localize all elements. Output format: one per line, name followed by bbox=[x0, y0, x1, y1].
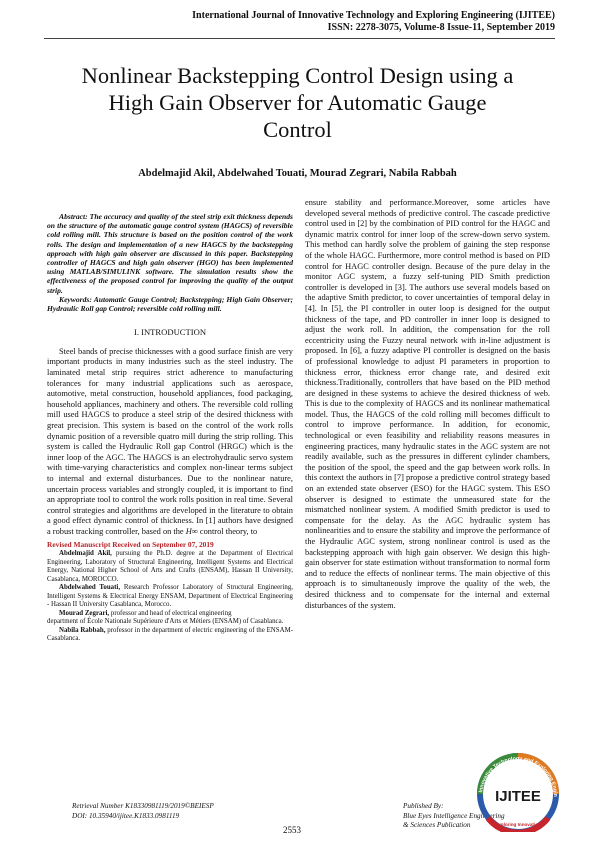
right-column bbox=[305, 198, 550, 611]
affiliation-1 bbox=[47, 550, 293, 584]
journal-name: International Journal of Innovative Technology and Exploring Engineering (IJITEE) bbox=[192, 10, 555, 21]
published-by: Published By: bbox=[403, 802, 444, 810]
affiliation-2 bbox=[47, 584, 293, 610]
logo-wordmark: IJITEE bbox=[495, 788, 541, 805]
affiliation-4 bbox=[47, 627, 293, 644]
abstract bbox=[47, 212, 293, 295]
left-column bbox=[47, 212, 293, 644]
logo-tagline: Exploring Innovation bbox=[495, 822, 541, 827]
affiliation-1-text: pursuing the Ph.D. degree at the Department of Electrical Engineering, Laboratory of Structural Engineering, Intelligent Systems and Electrical Energy, National Higher School of Arts and Crafts (ENSAM), Hassan II University, Casablanca, MOROCCO. bbox=[47, 550, 293, 583]
author-4-name: Nabila Rabbah, bbox=[59, 626, 106, 634]
affiliation-4-text: professor in the department of electric engineering of the ENSAM-Casablanca. bbox=[47, 626, 293, 643]
section-heading-introduction: I. INTRODUCTION bbox=[133, 327, 207, 338]
author-3-name: Mourad Zegrari, bbox=[59, 609, 110, 617]
page-number: 2553 bbox=[283, 825, 301, 835]
publisher-line-2: & Sciences Publication bbox=[403, 821, 471, 829]
intro-text-end: control theory, to bbox=[199, 526, 258, 536]
paper-title bbox=[40, 62, 555, 143]
revised-manuscript-note: Revised Manuscript Received on September 07, 2019 bbox=[47, 539, 214, 549]
doi: DOI: 10.35940/ijitee.K1833.0981119 bbox=[72, 811, 180, 820]
author-list: Abdelmajid Akil, Abdelwahed Touati, Mourad Zegrari, Nabila Rabbah bbox=[138, 168, 457, 179]
affiliation-3-text: professor and head of electrical engineering bbox=[110, 609, 232, 617]
title-line-3: Control bbox=[263, 117, 332, 142]
author-2-name: Abdelwahed Touati, bbox=[59, 584, 121, 592]
keywords-text: : Automatic Gauge Control; Backstepping; High Gain Observer; Hydraulic Roll gap Control; reversible cold rolling mill. bbox=[47, 294, 293, 314]
abstract-label: Abstract bbox=[59, 212, 86, 221]
logo-ring-text: Innovative Technology and Exploring Engin bbox=[478, 755, 559, 797]
publisher-line-1: Blue Eyes Intelligence Engineering bbox=[403, 811, 505, 820]
affiliations bbox=[47, 550, 293, 644]
affiliation-3 bbox=[47, 610, 293, 619]
issn-line: ISSN: 2278-3075, Volume-8 Issue-11, September 2019 bbox=[327, 22, 555, 33]
keywords bbox=[47, 295, 293, 313]
intro-text: Steel bands of precise thicknesses with a good surface finish are very important products in many industries such as the steel industry. The laminated metal strip requires strict adherence to manufacturing tolerances for many industrial applications such as aerospace, automotive, metal construction, household appliances, food packaging, household appliances, machinery and others. The reversible cold rolling mill used HAGCS to produce a steel strip of the desired thickness with great precision. This system is based on the control of the work rolls dynamic position of a reversible quatro mill during the strip rolling. This system is called the Hydraulic Roll gap Control (HRGC) which is the inner loop of the AGC. The HAGCS is an electrohydraulic servo system with time-varying characteristics and complex non-linear terms subject to internal and external disturbances. Due to the nonlinear nature, uncertain process variables and strongly coupled, it is important to find an appropriate tool to control the work rolls position in real time. Several control strategies and algorithms are developed in the literature to obtain a good effect dynamic control of thickness. In [1] authors have designed a robust tracking controller, based on the bbox=[47, 346, 293, 536]
ijitee-logo-icon bbox=[468, 748, 568, 832]
author-1-name: Abdelmajid Akil, bbox=[59, 550, 112, 558]
affiliation-2-text: Research Professor Laboratory of Structural Engineering, Intelligent Systems & Electrical Energy ENSAM, Department of Electrical Engineering - Hassan II University Casablanca, Morocco. bbox=[47, 584, 293, 609]
abstract-text: : The accuracy and quality of the steel strip exit thickness depends on the structure of the automatic gauge control system (HAGCS) of reversible cold rolling mill. This structure is based on the position control of the work rolls. The design and implementation of a new HAGCS by the backstepping approach with high gain observer are discussed in this paper. Backstepping controller of HAGCS and high gain observer (HGO) has been implemented using MATLAB/SIMULINK software. The simulation results show the effectiveness of the proposed control for improving the quality of the output strip. bbox=[47, 212, 293, 295]
title-line-1: Nonlinear Backstepping Control Design using a bbox=[81, 63, 514, 88]
journal-header bbox=[192, 10, 555, 34]
header-rule bbox=[44, 38, 555, 39]
h-infinity-symbol: H∞ bbox=[185, 526, 198, 536]
keywords-label: Keywords bbox=[59, 294, 90, 304]
footer-left bbox=[72, 802, 214, 821]
affiliation-3-continued: department of École Nationale Supérieure d'Arts et Métiers (ENSAM) of Casablanca. bbox=[47, 618, 284, 626]
right-column-paragraph: ensure stability and performance.Moreover, some articles have developed several methods of predictive control. The cascade predictive control used in [2] by the combination of PID control for the HAGC and dynamic matrix control for inner loop of the screw-down servo system. This method can hardly solve the problem of gaining the step response of the whole HAGC. Furthermore, more control method is based on PID control for HAGC controller design. Because of the pure delay in the monitor AGC system, a fuzzy self-tuning PID Smith prediction controller is developed in [3]. The authors use several models based on the adaptive Smith predictor, to cover uncertainties of temporal delay in [4]. In [5], the PI controller in outer loop is designed for the output thickness of the tape, and PD controller in inner loop is designed to adjust the work roll. In addition, the compensation for the roll eccentricity using the Fuzzy neural network with in-line adjustment is proposed. In [6], a fuzzy adaptive PI controller is designed on the basis of professional knowledge to adjust PI parameters in proportion to thickness error, thickness error change rate, and desired exit thickness.Traditionally, controllers that have based on the PID method are designed in these systems to achieve the desired thickness of web. This is due to the complexity of HAGCS and its nonlinear mathematical model. Thus, the HAGCS of the cold rolling mill becomes difficult to control to improve performance. In addition, for economic, technological or even feasibility and reliability reasons measures in engineering practices, many hydraulic states in the AGC system are not readily available, such as the pressures in different cylinder chambers, the position of the spool, the speed and the gap between work rolls. In this context the authors in [7] propose a predictive control strategy based on an extended state observer (ESO) for the HAGC system. This ESO observer is designed to estimate the unmeasured state for the mismatched nonlinear system. A modified Smith predictor is used to compensate for the delay. As the AGC hydraulic system has nonlinearities and to ensure the stability and improve the performance of the Hydraulic AGC system, strong nonlinear control is used as the backstepping approach with high gain observer. We design this high-gain observer for state estimation without transformation to normal form and to reduce the effects of nonlinear terms. The main objective of this approach is to simultaneously improve the quality of the web, the desired thickness and to compensate for the internal and external disturbances of the system. bbox=[305, 198, 550, 610]
retrieval-number: Retrieval Number K18330981119/2019©BEIESP bbox=[72, 802, 214, 810]
title-line-2: High Gain Observer for Automatic Gauge bbox=[108, 90, 487, 115]
intro-paragraph bbox=[47, 347, 293, 538]
